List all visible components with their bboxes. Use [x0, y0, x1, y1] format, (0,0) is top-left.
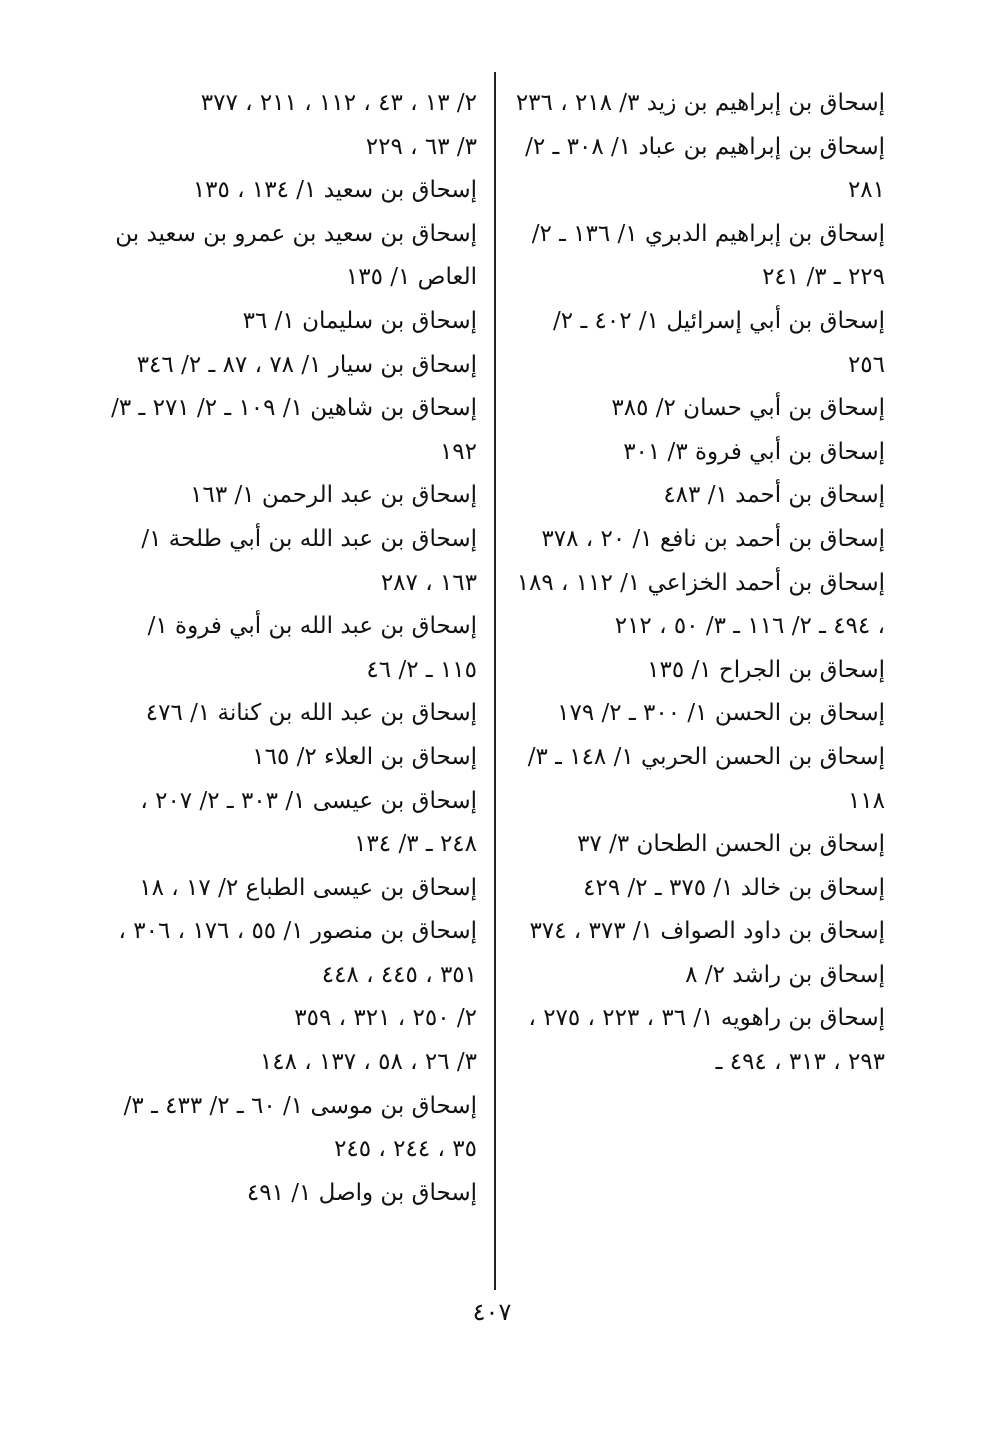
index-entry: ٢/ ٢٥٠ ، ٣٢١ ، ٣٥٩ [294, 1005, 477, 1032]
index-entry: إسحاق بن سعيد بن عمرو بن سعيد بن العاص ١/ ١٣٥ [115, 220, 477, 291]
index-entry: إسحاق بن أحمد الخزاعي ١/ ١١٢ ، ١٨٩ ، ٤٩٤ ـ ٢/ ١١٦ ـ ٣/ ٥٠ ، ٢١٢ [516, 569, 885, 640]
index-entry: إسحاق بن عيسى ١/ ٣٠٣ ـ ٢/ ٢٠٧ ، ٢٤٨ ـ ٣/ ١٣٤ [140, 787, 477, 858]
index-entry: إسحاق بن العلاء ٢/ ١٦٥ [252, 743, 477, 770]
index-entry: إسحاق بن عيسى الطباع ٢/ ١٧ ، ١٨ [139, 874, 477, 901]
index-entry: إسحاق بن إبراهيم بن عباد ١/ ٣٠٨ ـ ٢/ ٢٨١ [525, 133, 885, 204]
index-entry: إسحاق بن واصل ١/ ٤٩١ [246, 1179, 477, 1206]
index-entry: إسحاق بن داود الصواف ١/ ٣٧٣ ، ٣٧٤ [529, 918, 885, 945]
index-entry: ٣/ ٢٦ ، ٥٨ ، ١٣٧ ، ١٤٨ [259, 1049, 477, 1076]
index-entry: إسحاق بن إبراهيم الدبري ١/ ١٣٦ ـ ٢/ ٢٢٩ ـ ٣/ ٢٤١ [531, 220, 885, 291]
index-entry: إسحاق بن راهويه ١/ ٣٦ ، ٢٢٣ ، ٢٧٥ ، ٢٩٣ ، ٣١٣ ، ٤٩٤ ـ [528, 1005, 885, 1076]
index-entry: إسحاق بن أحمد ١/ ٤٨٣ [663, 482, 885, 509]
index-entry: إسحاق بن الحسن ١/ ٣٠٠ ـ ٢/ ١٧٩ [557, 700, 885, 727]
index-entry: إسحاق بن أبي حسان ٢/ ٣٨٥ [611, 395, 885, 422]
right-column [515, 82, 885, 1085]
index-entry: إسحاق بن راشد ٢/ ٨ [685, 961, 885, 988]
index-entry: إسحاق بن أبي فروة ٣/ ٣٠١ [623, 438, 885, 465]
index-entry: إسحاق بن الجراح ١/ ١٣٥ [647, 656, 885, 683]
index-entry: إسحاق بن موسى ١/ ٦٠ ـ ٢/ ٤٣٣ ـ ٣/ ٣٥ ، ٢٤٤ ، ٢٤٥ [123, 1092, 477, 1163]
index-entry: إسحاق بن أحمد بن نافع ١/ ٢٠ ، ٣٧٨ [541, 525, 885, 552]
index-entry: إسحاق بن سيار ١/ ٧٨ ، ٨٧ ـ ٢/ ٣٤٦ [136, 351, 477, 378]
column-divider [494, 72, 496, 1290]
index-entry: إسحاق بن الحسن الطحان ٣/ ٣٧ [577, 831, 885, 858]
index-entry: إسحاق بن عبد الله بن كنانة ١/ ٤٧٦ [145, 700, 477, 727]
index-entry: إسحاق بن أبي إسرائيل ١/ ٤٠٢ ـ ٢/ ٢٥٦ [553, 307, 885, 378]
left-column [105, 82, 477, 1215]
index-entry: إسحاق بن إبراهيم بن زيد ٣/ ٢١٨ ، ٢٣٦ [515, 90, 885, 116]
page-number: ٤٠٧ [472, 1298, 512, 1326]
index-entry: إسحاق بن عبد الله بن أبي فروة ١/ ١١٥ ـ ٢/ ٤٦ [147, 613, 477, 683]
index-entry: إسحاق بن منصور ١/ ٥٥ ، ١٧٦ ، ٣٠٦ ، ٣٥١ ، ٤٤٥ ، ٤٤٨ [118, 918, 477, 988]
index-entry: إسحاق بن الحسن الحربي ١/ ١٤٨ ـ ٣/ ١١٨ [527, 743, 885, 814]
index-entry: إسحاق بن سليمان ١/ ٣٦ [242, 307, 477, 334]
index-entry: إسحاق بن عبد الله بن أبي طلحة ١/ ١٦٣ ، ٢٨٧ [141, 525, 477, 596]
index-entry: إسحاق بن شاهين ١/ ١٠٩ ـ ٢/ ٢٧١ ـ ٣/ ١٩٢ [111, 395, 477, 465]
index-entry: ٢/ ١٣ ، ٤٣ ، ١١٢ ، ٢١١ ، ٣٧٧ [200, 90, 477, 116]
index-entry: ٣/ ٦٣ ، ٢٢٩ [365, 133, 477, 160]
index-entry: إسحاق بن خالد ١/ ٣٧٥ ـ ٢/ ٤٢٩ [583, 874, 885, 901]
index-entry: إسحاق بن سعيد ١/ ١٣٤ ، ١٣٥ [192, 177, 477, 204]
index-entry: إسحاق بن عبد الرحمن ١/ ١٦٣ [190, 482, 477, 509]
